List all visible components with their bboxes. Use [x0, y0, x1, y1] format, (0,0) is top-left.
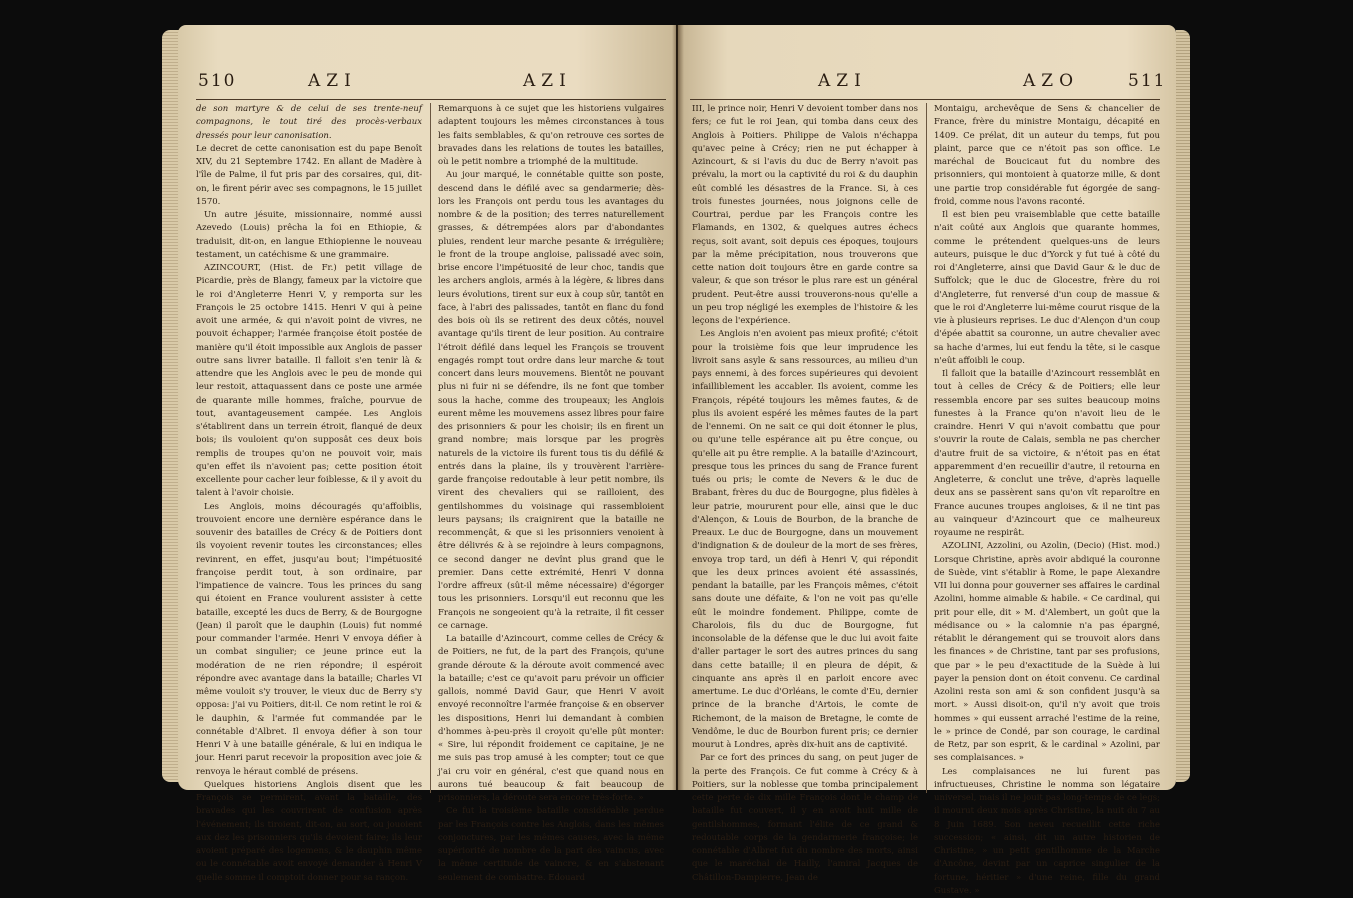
paragraph: Remarquons à ce sujet que les historiens vulgaires adaptent toujours les mêmes circonstances à tous les faits semblables, & qu'on retrouve ces sortes de bravades dans les relations de toutes les batailles, où le petit nombre a triomphé de la multitude.: [438, 103, 664, 169]
header-left-col1: AZI: [308, 71, 357, 91]
paragraph: Les Anglois n'en avoient pas mieux profité; c'étoit pour la troisième fois que leur imprudence les livroit sans asyle & sans ressources, au milieu d'un pays ennemi, à des forces supérieures qui devoient infailliblement les accabler. Ils avoient, comme les François, répété toujours les mêmes fautes, & de plus ils avoient espéré les mêmes fautes de la part de l'ennemi. On ne sait ce qui doit étonner le plus, ou qu'une telle espérance ait pu être conçue, ou qu'elle ait pu être remplie. A la bataille d'Azincourt, presque tous les princes du sang de France furent tués ou pris; le comte de Nevers & le duc de Brabant, frères du duc de Bourgogne, plus fidèles à leur patrie, moururent pour elle, ainsi que le duc d'Alençon, & Louis de Bourbon, de la branche de Preaux. Le duc de Bourgogne, dans un mouvement d'indignation & de douleur de la mort de ses frères, envoya trop tard, un défi à Henri V, qui répondit que les deux princes avoient été assassinés, pendant la bataille, par les François mêmes, c'étoit sans doute une défaite, & l'on ne voit pas qu'elle eût le moindre fondement. Philippe, comte de Charolois, fils du duc de Bourgogne, fut inconsolable de la défense que le duc lui avoit faite d'aller partager le sort des autres princes du sang dans cette bataille; il en pleura de dépit, & cinquante ans après il en parloit encore avec amertume. Le duc d'Orléans, le comte d'Eu, dernier prince de la branche d'Artois, le comte de Richemont, de la maison de Bretagne, le comte de Vendôme, le duc de Bourbon furent pris; ce dernier mourut à Londres, après dix-huit ans de captivité.: [692, 328, 918, 752]
paragraph: Au jour marqué, le connétable quitte son poste, descend dans le défilé avec sa gendarmerie; dès-lors les François ont perdu tous les avantages du nombre & de la position; des terres naturellement grasses, & détrempées alors par d'abondantes pluies, rendent leur marche pesante & irrégulière; le front de la troupe angloise, palissadé avec soin, brise encore l'impétuosité de leur choc, tandis que les archers anglois, armés à la légère, & libres dans leurs évolutions, tirent sur eux à coup sûr, tantôt en face, à l'abri des palissades, tantôt en flanc du fond des bois où ils se retirent des deux côtés, nouvel avantage qu'ils tirent de leur position. Au contraire l'étroit défilé dans lequel les François se trouvent engagés rompt tout ordre dans leur marche & tout concert dans leurs mouvemens. Bientôt ne pouvant plus ni fuir ni se défendre, ils ne font que tomber sous la hache, comme des troupeaux; les Anglois eurent même les mouvemens assez libres pour faire des prisonniers & pour les choisir; ils en firent un grand nombre; mais lorsque par les progrès naturels de la victoire ils furent tous tis du défilé & entrés dans la plaine, ils y trouvèrent l'arrière-garde françoise redoutable à leur petit nombre, ils virent des chevaliers qui se railloient, des gentilshommes du voisinage qui rassembloient leurs paysans; ils craignirent que la bataille ne recommençât, & que si les prisonniers venoient à être délivrés & à se rejoindre à leurs compagnons, ce second danger ne devînt plus grand que le premier. Dans cette extrémité, Henri V donna l'ordre affreux (sût-il même nécessaire) d'égorger tous les prisonniers. Lorsqu'il eut reconnu que les François ne songeoient qu'à la retraite, il fit cesser ce carnage.: [438, 169, 664, 633]
left-page-column-1: [196, 103, 422, 803]
paragraph: Montaigu, archevêque de Sens & chancelier de France, frère du ministre Montaigu, décapité en 1409. Ce prélat, dit un auteur du temps, fut pou plaint, parce que ce n'étoit pas son office. Le maréchal de Boucicaut fut du nombre des prisonniers, qui montoient à quatorze mille, & dont une partie trop considérable fut égorgée de sang-froid, comme nous l'avons raconté.: [934, 103, 1160, 209]
header-right-col1: AZI: [818, 71, 867, 91]
header-left-col2: AZI: [523, 71, 572, 91]
header-rule-right: [690, 99, 1160, 100]
paragraph: Les complaisances ne lui furent pas infructueuses, Christine le nomma son légataire universel, mais il ne jouit pas long-temps de ce legs; il mourut deux mois après Christine, la nuit du 7 au 8 Juin 1689. Son neveu recueillit cette riche succession; « ainsi, dit un autre historien de Christine, » un petit gentilhomme de la Marche d'Ancône, devint par un caprice singulier de la fortune, héritier » d'une reine, fille du grand Gustave. »: [934, 766, 1160, 898]
paragraph: AZOLINI, Azzolini, ou Azolin, (Decio) (Hist. mod.) Lorsque Christine, après avoir abdiqué la couronne de Suède, vint s'établir à Rome, le pape Alexandre VII lui donna pour gouverner ses affaires le cardinal Azolini, homme aimable & habile. « Ce cardinal, qui prit pour elle, dit » M. d'Alembert, un goût que la médisance ou » la calomnie n'a pas épargné, rétablit le dérangement qui se trouvoit alors dans les finances » de Christine, tant par ses profusions, que par » le peu d'exactitude de la Suède à lui payer la pension dont on étoit convenu. Ce cardinal Azolini resta son ami & son confident jusqu'à sa mort. » Aussi disoit-on, qu'il n'y avoit que trois hommes » qui eussent arraché l'estime de la reine, le » prince de Condé, par son courage, le cardinal de Retz, par son esprit, & le cardinal » Azolini, par ses complaisances. »: [934, 540, 1160, 765]
page-number-left: 510: [198, 71, 236, 91]
column-divider-right: [926, 103, 927, 793]
paragraph: Il est bien peu vraisemblable que cette bataille n'ait coûté aux Anglois que quarante hommes, comme le prétendent quelques-uns de leurs auteurs, puisque le duc d'Yorck y fut tué à côté du roi d'Angleterre, ainsi que David Gaur & le duc de Suffolck; que le duc de Glocestre, frère du roi d'Angleterre, fut renversé d'un coup de massue & que le roi d'Angleterre lui-même courut risque de la vie à plusieurs reprises. Le duc d'Alençon d'un coup d'épée abattit sa couronne, un autre chevalier avec sa hache d'armes, lui eut fendu la tête, si le casque n'eût affoibli le coup.: [934, 209, 1160, 368]
right-page-column-1: [692, 103, 918, 803]
paragraph: La bataille d'Azincourt, comme celles de Crécy & de Poitiers, ne fut, de la part des François, qu'une grande déroute & la déroute avoit commencé avec la bataille; c'est ce qu'avoit paru prévoir un officier gallois, nommé David Gaur, que Henri V avoit envoyé reconnoître l'armée françoise & en observer les dispositions, Henri lui demandant à combien d'hommes à-peu-près il croyoit qu'elle pût monter: « Sire, lui répondit froidement ce capitaine, je ne me suis pas trop amusé à les compter; tout ce que j'ai cru voir en général, c'est que quand nous en aurons tué beaucoup & fait beaucoup de prisonniers, la déroute sera encore très-forte. »: [438, 633, 664, 805]
paragraph: Le decret de cette canonisation est du pape Benoît XIV, du 21 Septembre 1742. En allant de Madère à l'île de Palme, il fut pris par des corsaires, qui, dit-on, le firent périr avec ses compagnons, le 15 juillet 1570.: [196, 143, 422, 209]
header-right-col2: AZO: [1023, 71, 1079, 91]
paragraph: Les Anglois, moins découragés qu'affoiblis, trouvoient encore une dernière espérance dans le souvenir des batailles de Crécy & de Poitiers dont ils voyoient revenir toutes les circonstances; elles revinrent, en effet, jusqu'au bout; l'impétuosité françoise perdit tout, à son ordinaire, par l'impatience de vaincre. Tous les princes du sang qui étoient en France voulurent assister à cette bataille, excepté les ducs de Berry, & de Bourgogne (Jean) il paroît que le dauphin (Louis) fut nommé pour commander l'armée. Henri V envoya défier à un combat singulier; ce jeune prince eut la modération de ne rien répondre; il espéroit répondre avec avantage dans la bataille; Charles VI même vouloit s'y trouver, le vieux duc de Berry s'y opposa: j'ai vu Poitiers, dit-il. Ce nom retint le roi & le dauphin, & l'armée fut commandée par le connétable d'Albret. Il envoya défier à son tour Henri V à une bataille générale, & lui en indiqua le jour. Henri parut recevoir la proposition avec joie & renvoya le héraut comblé de présens.: [196, 501, 422, 779]
left-page-column-2: [438, 103, 664, 803]
page-number-right: 511: [1128, 71, 1166, 91]
left-page: [178, 25, 676, 790]
right-page-column-2: [934, 103, 1160, 803]
paragraph: de son martyre & de celui de ses trente-neuf compagnons, le tout tiré des procès-verbaux dressés pour leur canonisation.: [196, 103, 422, 143]
paragraph: Quelques historiens Anglois disent que les François se permirent, avant la bataille, des bravades qui les couvrirent de confusion après l'événement; ils tiroient, dit-on, au sort, ou jouoient aux dez les prisonniers qu'ils devoient faire; ils leur avoient préparé des logemens, & le dauphin même ou le connétable avoit envoyé demander à Henri V quelle somme il comptoit donner pour sa rançon.: [196, 779, 422, 885]
paragraph: Ce fut la troisième bataille considérable perdue par les François contre les Anglois, dans les mêmes conjonctures, par les mêmes causes, avec la même supériorité de nombre de la part des vaincus, avec la même certitude de vaincre, & en s'abstenant seulement de combattre. Edouard: [438, 805, 664, 885]
column-divider-left: [430, 103, 431, 793]
paragraph: Un autre jésuite, missionnaire, nommé aussi Azevedo (Louis) prêcha la foi en Ethiopie, & traduisit, dit-on, en langue Ethiopienne le nouveau testament, un catéchisme & une grammaire.: [196, 209, 422, 262]
paragraph: Il falloit que la bataille d'Azincourt ressemblât en tout à celles de Crécy & de Poitiers; elle leur ressembla encore par ses suites beaucoup moins funestes à la France qu'on n'avoit lieu de le craindre. Henri V qui n'avoit combattu que pour s'ouvrir la route de Calais, sembla ne pas chercher d'autre fruit de sa victoire, & n'étoit pas en état apparemment d'en recueillir d'autre, il retourna en Angleterre, & conclut une trêve, d'après laquelle deux ans se passèrent sans qu'on vît reparoître en France aucunes troupes angloises, & il ne tint pas au vainqueur d'Azincourt que ce malheureux royaume ne respirât.: [934, 368, 1160, 540]
right-page-edges: [1176, 30, 1190, 782]
header-rule-left: [196, 99, 666, 100]
book-gutter: [672, 25, 684, 790]
paragraph: III, le prince noir, Henri V devoient tomber dans nos fers; ce fut le roi Jean, qui tomba dans ceux des Anglois à Poitiers. Philippe de Valois n'échappa qu'avec peine à Crécy; rien ne put échapper à Azincourt, & si l'avis du duc de Berry n'avoit pas prévalu, la mort ou la captivité du roi & du dauphin eût comblé les désastres de la France. Si, à ces trois funestes journées, nous joignons celle de Courtrai, perdue par les François contre les Flamands, en 1302, & quelques autres échecs reçus, soit avant, soit depuis ces époques, toujours par la même précipitation, nous trouverons que cette nation doit toujours être en garde contre sa valeur, & que son trésor le plus rare est un général prudent. Peut-être aussi trouverons-nous qu'elle a un peu trop négligé les exemples de l'histoire & les leçons de l'expérience.: [692, 103, 918, 328]
paragraph: Par ce fort des princes du sang, on peut juger de la perte des François. Ce fut comme à Crécy & à Poitiers, sur la noblesse que tomba principalement cette perte de dix mille François dont le champ de bataille fut couvert, il y en avoit huit mille de gentilshommes, formant l'élite de ce grand & redoutable corps de la gendarmerie françoise; le connétable d'Albret fut du nombre des morts, ainsi que le maréchal de Hailly, l'amiral Jacques de Châtillon-Dampierre, Jean de: [692, 752, 918, 885]
right-page: [678, 25, 1176, 790]
paragraph: AZINCOURT, (Hist. de Fr.) petit village de Picardie, près de Blangy, fameux par la victoire que le roi d'Angleterre Henri V, y remporta sur les François le 25 octobre 1415. Henri V qui à peine avoit une armée, & qui n'avoit point de vivres, ne pouvoit échapper; l'armée françoise étoit postée de manière qu'il étoit impossible aux Anglois de passer outre sans livrer bataille. Il falloit s'en tenir là & attendre que les Anglois avec le peu de monde qui leur restoit, attaquassent dans ce poste une armée de quarante mille hommes, fraîche, pourvue de tout, avantageusement campée. Les Anglois s'établirent dans un terrein étroit, flanqué de deux bois; ils vouloient qu'on supposât ces deux bois remplis de troupes qu'on ne pouvoit voir, mais qu'en effet ils n'avoient pas; cette position étoit excellente pour cacher leur foiblesse, & il y avoit du talent à l'avoir choisie.: [196, 262, 422, 501]
